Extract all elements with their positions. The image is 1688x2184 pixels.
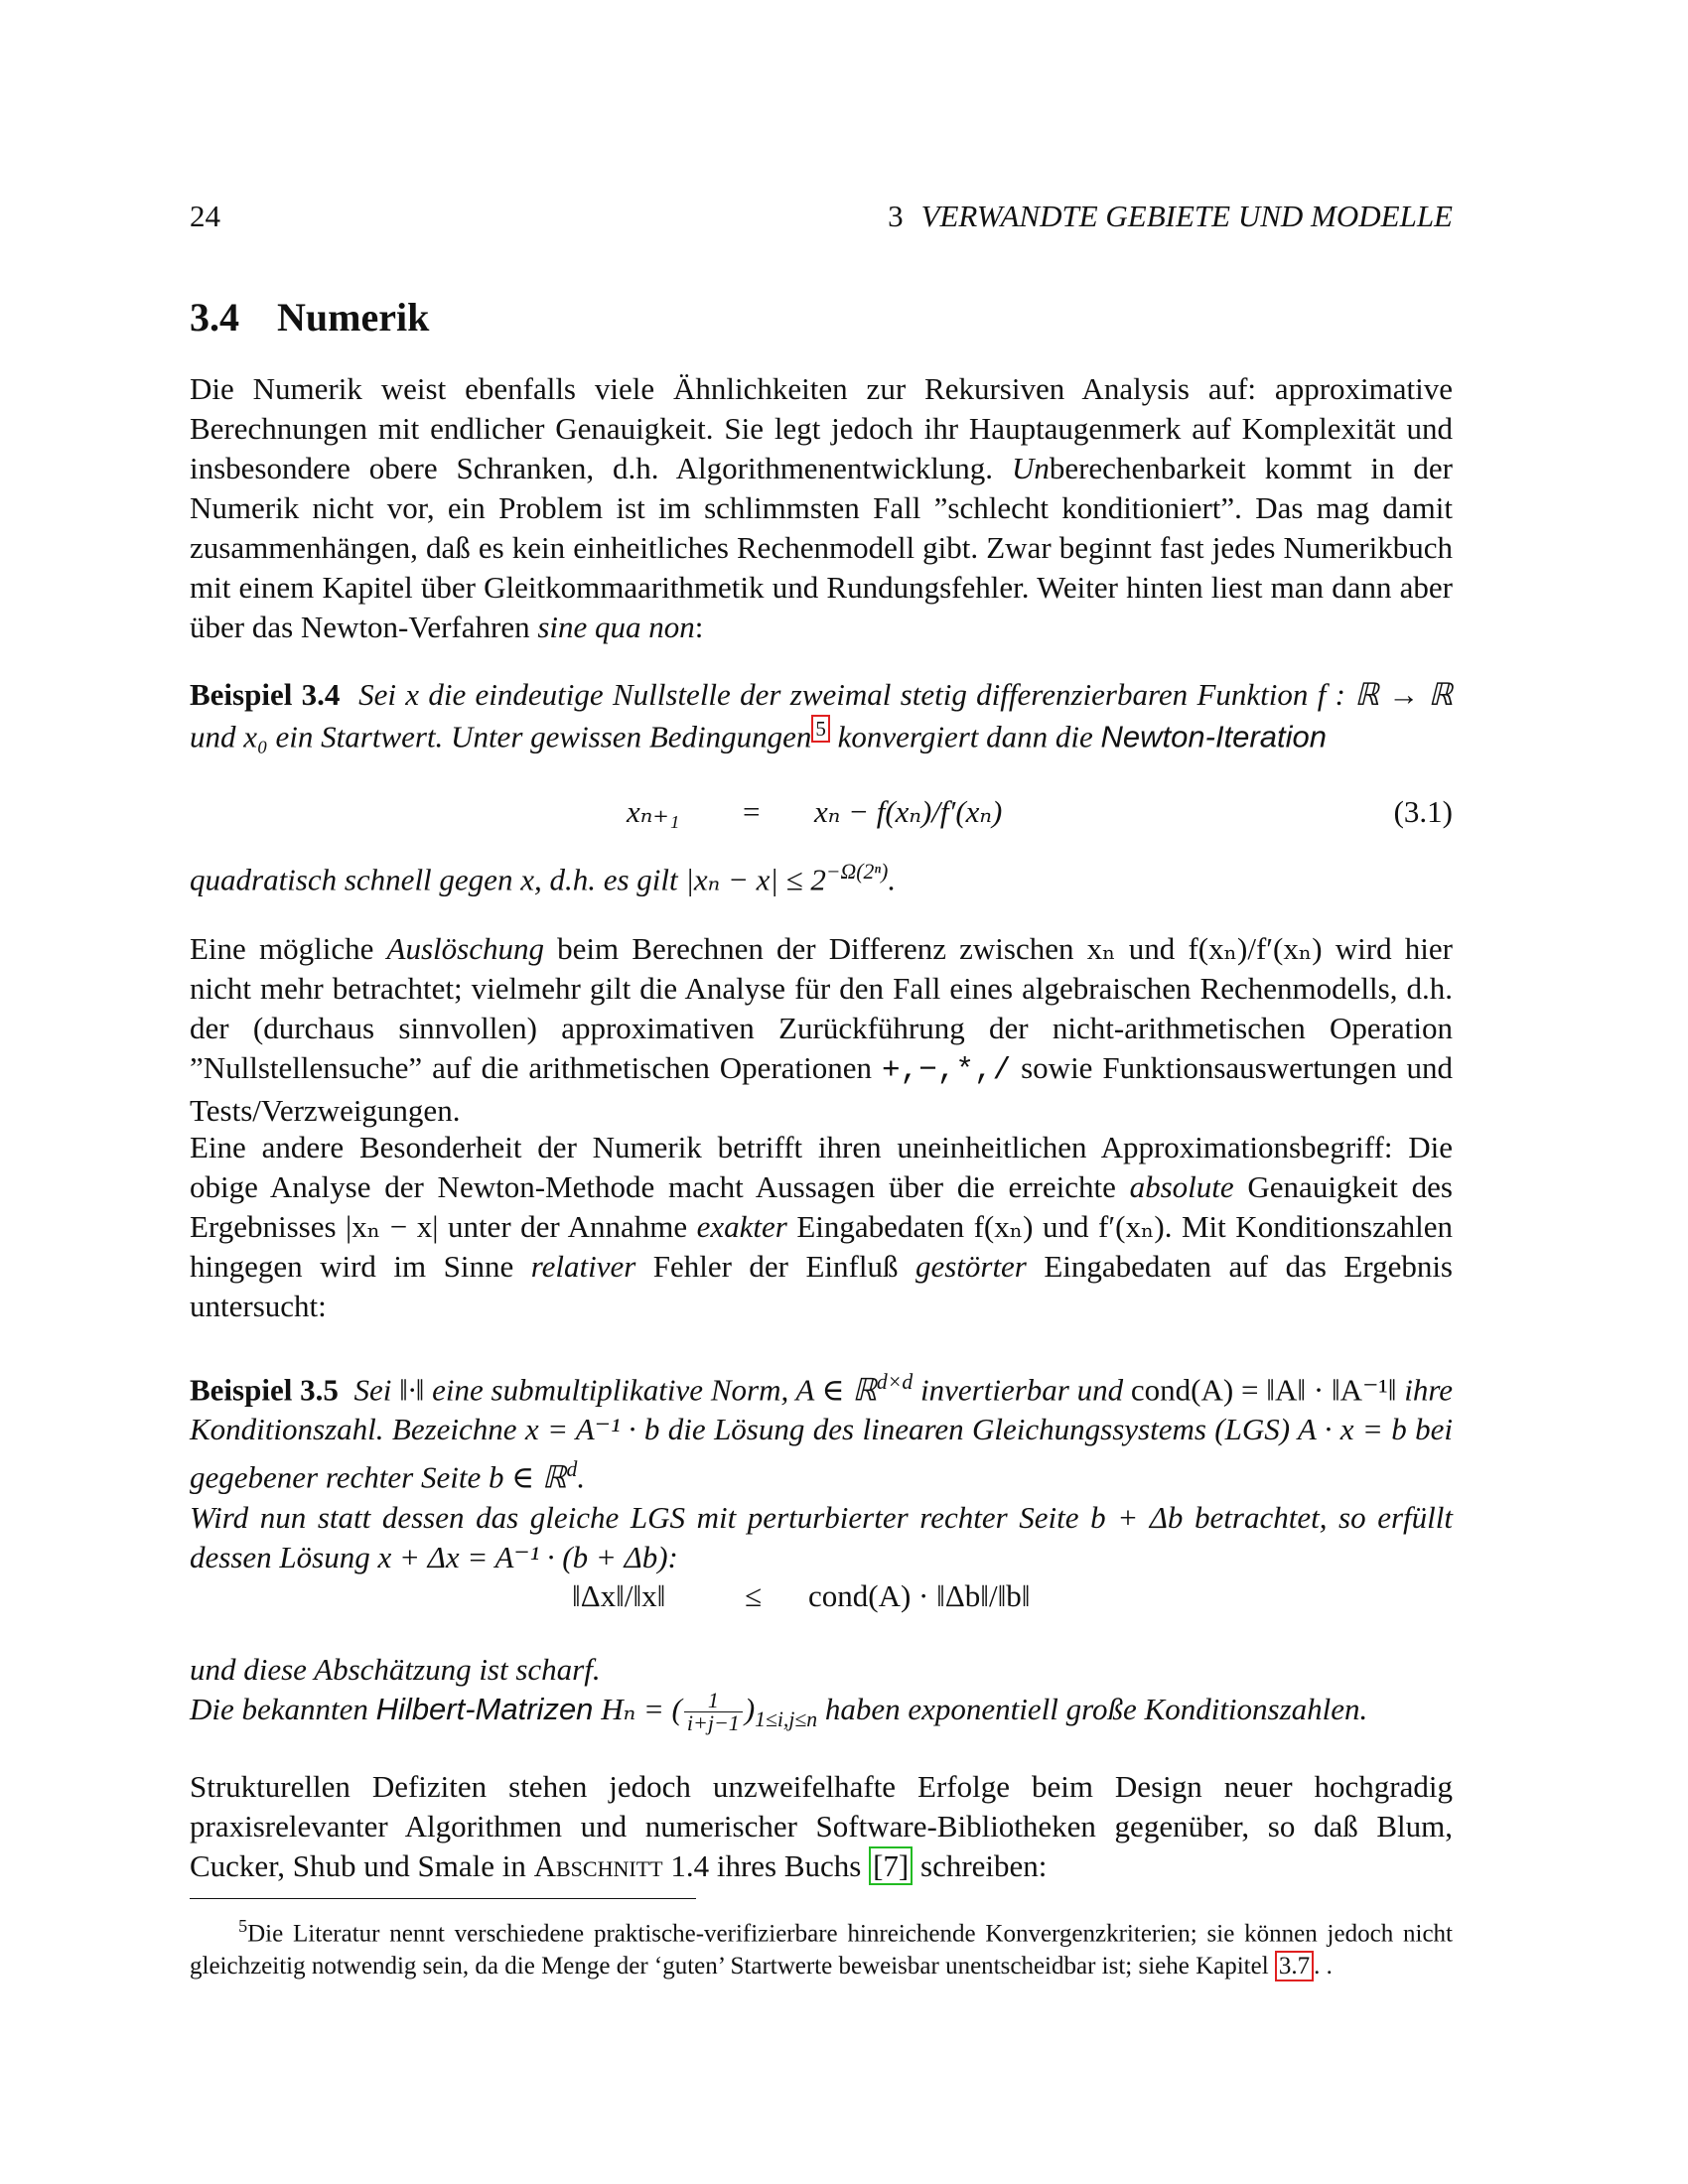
- eq-bound-rhs: cond(A) · ‖Δb‖/‖b‖: [808, 1578, 1031, 1613]
- section-title: Numerik: [277, 295, 430, 340]
- p4-abschnitt: Abschnitt: [533, 1848, 663, 1883]
- eq-bound-relation: ≤: [745, 1578, 763, 1613]
- example-3-5-text-6a: Die bekannten: [190, 1692, 376, 1726]
- intro-text-2: berechenbarkeit kommt in der Numerik nicht vor, ein Problem ist im schlimmsten Fall ”schlecht konditioniert”. Das mag damit zusammenhängen, daß es kein einheitliches Rechenmodell gibt. Zwar beginnt fast jedes Numerikbuch mit einem Kapitel über Gleitkommaarithmetik und Rundungsfehler. Weiter hinten liest man dann aber über das Newton-Verfahren: [190, 451, 1453, 644]
- example-3-4-text-3: quadratisch schnell gegen x, d.h. es gilt |xₙ − x| ≤ 2: [190, 862, 826, 897]
- paragraph-3: [190, 1128, 1453, 1326]
- eq-3-1-relation: =: [743, 794, 761, 829]
- footnote-text-a: Die Literatur nennt verschiedene praktische-verifizierbare hinreichende Konvergenzkriterien; sie können jedoch nicht gleichzeitig notwendig sein, da die Menge der ‘guten’ Startwerte beweisbar unentscheidbar ist; siehe Kapitel: [190, 1920, 1454, 1980]
- eq-3-1-rhs: xₙ − f(xₙ)/f′(xₙ): [814, 794, 1003, 829]
- p3-text-e: Eingabedaten auf das Ergebnis untersucht:: [190, 1249, 1454, 1323]
- example-3-5: [190, 1362, 1453, 1577]
- p2-text-a: Eine mögliche: [190, 931, 387, 966]
- page-number: 24: [190, 199, 220, 233]
- example-3-5-text-4: Wird nun statt dessen das gleiche LGS mit perturbierter rechter Seite b + Δb betrachtet, so erfüllt dessen Lösung x + Δx = A⁻¹ · (b + Δb):: [190, 1499, 1453, 1574]
- p3-emph-relativer: relativer: [530, 1249, 636, 1284]
- hilbert-index-range: 1≤i,j≤n: [755, 1707, 818, 1732]
- p3-text-b: Genauigkeit des Ergebnisses |xₙ − x| unter der Annahme: [190, 1169, 1453, 1244]
- matrix-dimension: d×d: [876, 1370, 914, 1394]
- p4-text-c: schreiben:: [913, 1848, 1048, 1883]
- eq-bound-lhs: ‖Δx‖/‖x‖: [572, 1578, 666, 1613]
- example-3-5-text-6d: haben exponentiell große Konditionszahlen.: [817, 1692, 1368, 1726]
- intro-emph-sine-qua-non: sine qua non: [537, 610, 695, 644]
- p3-text-d: Fehler der Einfluß: [635, 1249, 915, 1284]
- example-3-4-text-2: konvergiert dann die: [829, 719, 1101, 754]
- newton-iteration-term: Newton-Iteration: [1100, 719, 1327, 754]
- intro-text-3: :: [694, 610, 704, 644]
- footnote-5-link[interactable]: 5: [811, 715, 830, 743]
- p2-text-b: beim Berechnen der Differenz zwischen xₙ und f(xₙ)/f′(xₙ) wird hier nicht mehr betrachtet; vielmehr gilt die Analyse für den Fall eines algebraischen Rechenmodells, d.h. der (durchaus sinnvollen) approximativen Zurückführung der nicht-arithmetischen Operation ”Nullstellensuche” auf die arithmetischen Operationen: [190, 931, 1453, 1085]
- example-3-5-text-2: invertierbar und: [913, 1372, 1131, 1408]
- section-heading: [190, 294, 429, 341]
- hilbert-matrizen-term: Hilbert-Matrizen: [375, 1692, 594, 1726]
- p2-emph-ausloeschung: Auslöschung: [386, 931, 544, 966]
- intro-paragraph: [190, 369, 1453, 647]
- p3-text-c: Eingabedaten f(xₙ) und f′(xₙ). Mit Konditionszahlen hingegen wird im Sinne: [190, 1209, 1453, 1284]
- citation-7-link[interactable]: [7]: [869, 1846, 913, 1885]
- equation-3-1: [190, 794, 1453, 838]
- equation-condition-bound: [190, 1578, 1453, 1622]
- example-3-5-label: Beispiel 3.5: [190, 1372, 339, 1408]
- hilbert-fraction: [684, 1690, 743, 1734]
- p3-text-a: Eine andere Besonderheit der Numerik betrifft ihren uneinheitlichen Approximationsbegriff: Die obige Analyse der Newton-Methode macht Aussagen über die erreichte: [190, 1130, 1453, 1204]
- p4-text-a: Strukturellen Defiziten stehen jedoch unzweifelhafte Erfolge beim Design neuer hochgradig praxisrelevanter Algorithmen und numerischer Software-Bibliotheken gegenüber, so daß Blum, Cucker, Shub und Smale in: [190, 1769, 1453, 1883]
- example-3-5-conclusion: [190, 1650, 1453, 1739]
- example-3-4-text-end: .: [888, 862, 897, 897]
- vector-dimension: d: [566, 1457, 578, 1482]
- footnote-rule: [190, 1898, 696, 1899]
- footnote-5: [190, 1910, 1453, 1982]
- condition-number-definition: cond(A) = ‖A‖ · ‖A⁻¹‖: [1130, 1372, 1397, 1408]
- example-3-5-text-3: ihre Konditionszahl. Bezeichne x = A⁻¹ · b die Lösung des linearen Gleichungssystems (LGS) A · x = b bei gegebener rechter Seite b ∈ ℝ: [190, 1372, 1454, 1495]
- chapter-3-7-link[interactable]: 3.7: [1275, 1951, 1314, 1981]
- p4-text-b: 1.4 ihres Buchs: [662, 1848, 870, 1883]
- chapter-number: 3: [888, 199, 904, 233]
- fraction-denominator: i+j−1: [686, 1710, 740, 1736]
- example-3-5-text-5: und diese Abschätzung ist scharf.: [190, 1652, 601, 1687]
- section-number: 3.4: [190, 295, 239, 340]
- example-3-5-text-3-end: .: [577, 1459, 586, 1495]
- fraction-numerator: 1: [684, 1690, 743, 1712]
- running-title: [888, 199, 1453, 234]
- p2-text-c: sowie Funktionsauswertungen und Tests/Verzweigungen.: [190, 1050, 1453, 1128]
- hilbert-definition-close: ): [744, 1692, 756, 1726]
- p3-emph-gestoerter: gestörter: [914, 1249, 1027, 1284]
- running-header: [190, 199, 1453, 238]
- paragraph-4: [190, 1767, 1453, 1886]
- running-title-text: VERWANDTE GEBIETE UND MODELLE: [920, 199, 1453, 233]
- eq-3-1-number: (3.1): [1393, 794, 1453, 829]
- p2-operators: +,−,*,/: [881, 1053, 1012, 1088]
- footnote-text-b: . .: [1314, 1953, 1333, 1980]
- example-3-4: [190, 675, 1453, 756]
- p3-emph-absolute: absolute: [1129, 1169, 1234, 1204]
- hilbert-definition-start: Hₙ = (: [593, 1692, 682, 1726]
- intro-emph-un: Un: [1011, 451, 1050, 485]
- convergence-exponent: −Ω(2ⁿ): [825, 860, 889, 884]
- example-3-5-text-1: Sei ‖·‖ eine submultiplikative Norm, A ∈ ℝ: [353, 1372, 877, 1408]
- eq-3-1-lhs: xₙ₊₁: [627, 794, 680, 829]
- paragraph-2: [190, 929, 1453, 1131]
- footnote-mark: 5: [238, 1916, 248, 1936]
- example-3-4-text-1: Sei x die eindeutige Nullstelle der zweimal stetig differenzierbaren Funktion f : ℝ → ℝ und x₀ ein Startwert. Unter gewissen Bedingungen: [190, 677, 1454, 754]
- p3-emph-exakter: exakter: [696, 1209, 787, 1244]
- intro-text-1: Die Numerik weist ebenfalls viele Ähnlichkeiten zur Rekursiven Analysis auf: approximative Berechnungen mit endlicher Genauigkeit. Sie legt jedoch ihr Hauptaugenmerk auf Komplexität und insbesondere obere Schranken, d.h. Algorithmenentwicklung.: [190, 371, 1453, 485]
- example-3-4-label: Beispiel 3.4: [190, 677, 341, 712]
- example-3-4-conclusion: [190, 852, 1453, 899]
